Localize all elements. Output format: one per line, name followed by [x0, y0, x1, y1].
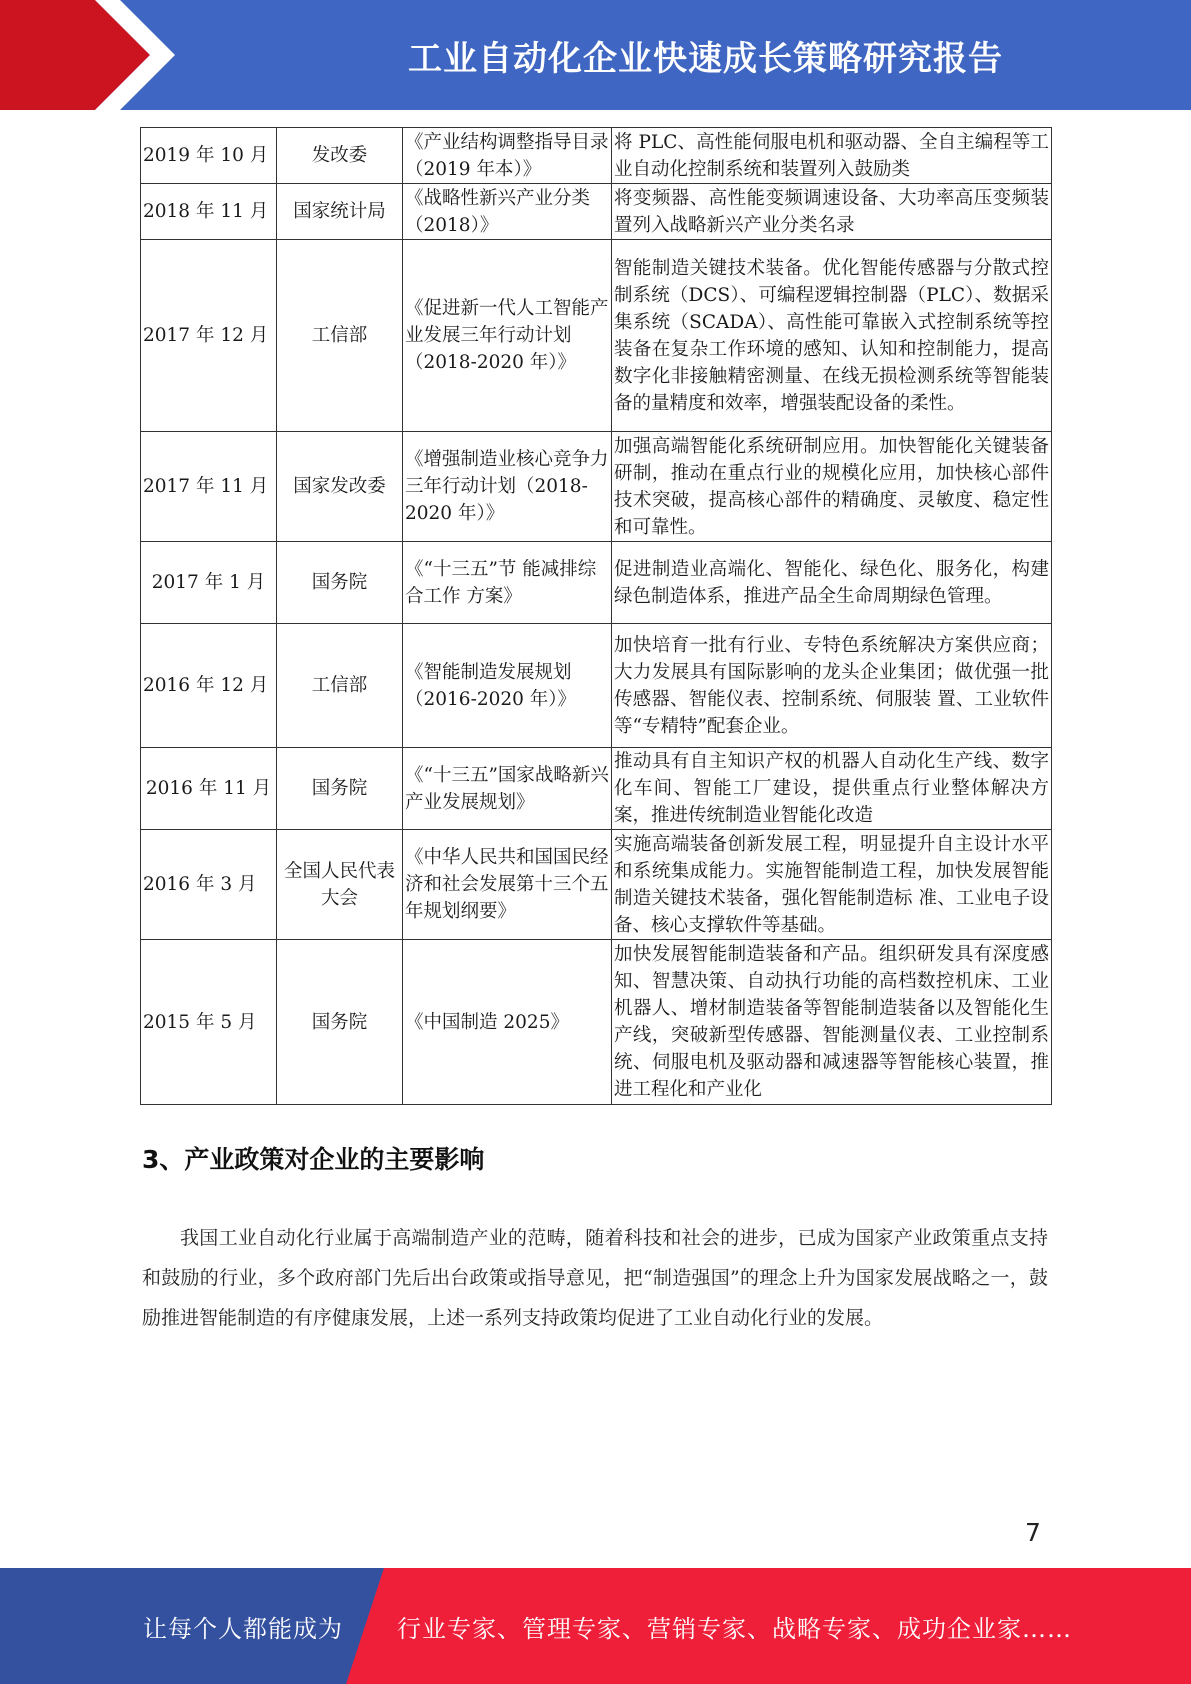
policy-date: 2019 年 10 月 — [141, 128, 277, 184]
policy-date: 2016 年 11 月 — [141, 748, 277, 830]
policy-document: 《“十三五”节 能减排综合工作 方案》 — [403, 542, 612, 624]
policy-document: 《中华人民共和国国民经济和社会发展第十三个五年规划纲要》 — [403, 830, 612, 940]
policy-date: 2017 年 1 月 — [141, 542, 277, 624]
policy-department: 工信部 — [277, 240, 403, 432]
table-row — [141, 748, 1052, 830]
policy-department: 国家发改委 — [277, 432, 403, 542]
policy-department: 国务院 — [277, 940, 403, 1105]
policy-department: 国务院 — [277, 748, 403, 830]
table-row — [141, 128, 1052, 184]
policy-date: 2016 年 3 月 — [141, 830, 277, 940]
policy-document: 《产业结构调整指导目录（2019 年本）》 — [403, 128, 612, 184]
table-row — [141, 940, 1052, 1105]
policy-table — [140, 127, 1052, 1105]
policy-department: 国务院 — [277, 542, 403, 624]
table-row — [141, 432, 1052, 542]
footer-slogan-right: 行业专家、管理专家、营销专家、战略专家、成功企业家…… — [397, 1614, 1072, 1643]
policy-content: 推动具有自主知识产权的机器人自动化生产线、数字化车间、智能工厂建设，提供重点行业整体解决方案，推进传统制造业智能化改造 — [612, 748, 1052, 830]
table-row — [141, 240, 1052, 432]
table-row — [141, 184, 1052, 240]
header-banner — [0, 0, 1191, 110]
footer-slogan-left: 让每个人都能成为 — [143, 1614, 343, 1643]
table-row — [141, 624, 1052, 748]
policy-date: 2015 年 5 月 — [141, 940, 277, 1105]
policy-content: 将变频器、高性能变频调速设备、大功率高压变频装置列入战略新兴产业分类名录 — [612, 184, 1052, 240]
policy-document: 《促进新一代人工智能产业发展三年行动计划（2018-2020 年）》 — [403, 240, 612, 432]
section-paragraph: 我国工业自动化行业属于高端制造产业的范畴，随着科技和社会的进步，已成为国家产业政策重点支持和鼓励的行业，多个政府部门先后出台政策或指导意见，把“制造强国”的理念上升为国家发展战略之一，鼓励推进智能制造的有序健康发展，上述一系列支持政策均促进了工业自动化行业的发展。 — [142, 1227, 1048, 1329]
policy-content: 加快发展智能制造装备和产品。组织研发具有深度感知、智慧决策、自动执行功能的高档数控机床、工业机器人、增材制造装备等智能制造装备以及智能化生产线，突破新型传感器、智能测量仪表、工业控制系统、伺服电机及驱动器和减速器等智能核心装置，推进工程化和产业化 — [612, 940, 1052, 1105]
table-row — [141, 542, 1052, 624]
policy-date: 2016 年 12 月 — [141, 624, 277, 748]
policy-department: 全国人民代表大会 — [277, 830, 403, 940]
policy-content: 加强高端智能化系统研制应用。加快智能化关键装备研制，推动在重点行业的规模化应用，加快核心部件技术突破，提高核心部件的精确度、灵敏度、稳定性和可靠性。 — [612, 432, 1052, 542]
policy-document: 《中国制造 2025》 — [403, 940, 612, 1105]
policy-content: 加快培育一批有行业、专特色系统解决方案供应商；大力发展具有国际影响的龙头企业集团；做优强一批传感器、智能仪表、控制系统、伺服装 置、工业软件等“专精特”配套企业。 — [612, 624, 1052, 748]
page-number: 7 — [1025, 1518, 1041, 1547]
policy-date: 2018 年 11 月 — [141, 184, 277, 240]
footer-banner — [0, 1568, 1191, 1684]
report-title: 工业自动化企业快速成长策略研究报告 — [408, 38, 1003, 79]
policy-content: 促进制造业高端化、智能化、绿色化、服务化，构建绿色制造体系，推进产品全生命周期绿色管理。 — [612, 542, 1052, 624]
policy-content: 将 PLC、高性能伺服电机和驱动器、全自主编程等工业自动化控制系统和装置列入鼓励类 — [612, 128, 1052, 184]
policy-date: 2017 年 12 月 — [141, 240, 277, 432]
policy-document: 《战略性新兴产业分类（2018）》 — [403, 184, 612, 240]
policy-department: 发改委 — [277, 128, 403, 184]
policy-content: 实施高端装备创新发展工程，明显提升自主设计水平和系统集成能力。实施智能制造工程，加快发展智能制造关键技术装备，强化智能制造标 准、工业电子设备、核心支撑软件等基础。 — [612, 830, 1052, 940]
policy-document: 《“十三五”国家战略新兴产业发展规划》 — [403, 748, 612, 830]
table-row — [141, 830, 1052, 940]
policy-content: 智能制造关键技术装备。优化智能传感器与分散式控制系统（DCS）、可编程逻辑控制器（PLC）、数据采集系统（SCADA）、高性能可靠嵌入式控制系统等控装备在复杂工作环境的感知、认知和控制能力，提高数字化非接触精密测量、在线无损检测系统等智能装备的量精度和效率，增强装配设备的柔性。 — [612, 240, 1052, 432]
policy-document: 《增强制造业核心竞争力三年行动计划（2018-2020 年）》 — [403, 432, 612, 542]
policy-date: 2017 年 11 月 — [141, 432, 277, 542]
policy-department: 工信部 — [277, 624, 403, 748]
section-heading: 3、产业政策对企业的主要影响 — [142, 1145, 485, 1174]
policy-document: 《智能制造发展规划（2016-2020 年）》 — [403, 624, 612, 748]
policy-department: 国家统计局 — [277, 184, 403, 240]
